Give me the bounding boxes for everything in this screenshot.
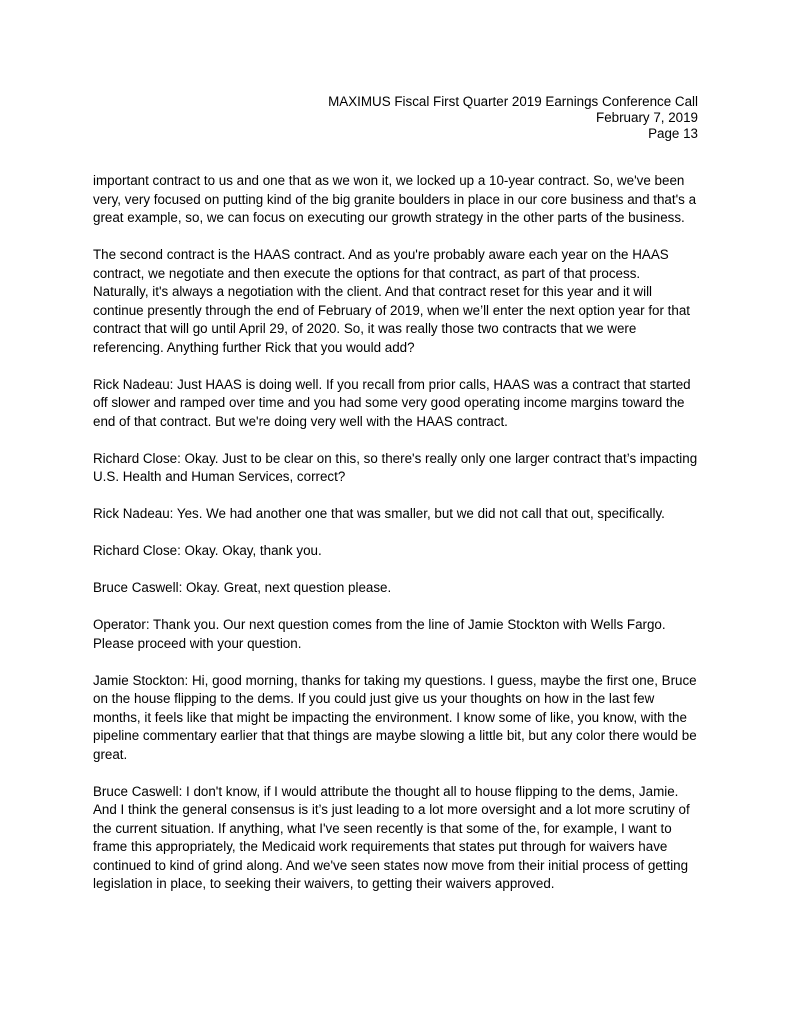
page-header [328,94,698,142]
paragraph: Bruce Caswell: I don't know, if I would attribute the thought all to house flipping to the dems, Jamie. And I think the general consensus is it’s just leading to a lot more oversight and a lot more scrutiny of the current situation. If anything, what I've seen recently is that some of the, for example, I want to frame this appropriately, the Medicaid work requirements that states put through for waivers have continued to kind of grind along. And we've seen states now move from their initial process of getting legislation in place, to seeking their waivers, to getting their waivers approved. [93,783,690,891]
paragraph: Operator: Thank you. Our next question comes from the line of Jamie Stockton with Wells Fargo. Please proceed with your question. [93,617,666,651]
paragraph: Bruce Caswell: Okay. Great, next question please. [93,580,392,595]
document-title: MAXIMUS Fiscal First Quarter 2019 Earnings Conference Call [328,94,698,109]
paragraph: The second contract is the HAAS contract. And as you're probably aware each year on the HAAS contract, we negotiate and then execute the options for that contract, as part of that process. Naturally, it's always a negotiation with the client. And that contract reset for this year and it will continue presently through the end of February of 2019, when we’ll enter the next option year for that contract that will go until April 29, of 2020. So, it was really those two contracts that we were referencing. Anything further Rick that you would add? [93,247,691,355]
paragraph: Richard Close: Okay. Just to be clear on this, so there's really only one larger contract that’s impacting U.S. Health and Human Services, correct? [93,450,698,484]
page-number: Page 13 [648,126,698,141]
transcript-body [93,172,699,912]
paragraph: Rick Nadeau: Yes. We had another one that was smaller, but we did not call that out, specifically. [93,506,665,521]
paragraph: Jamie Stockton: Hi, good morning, thanks for taking my questions. I guess, maybe the first one, Bruce on the house flipping to the dems. If you could just give us your thoughts on how in the last few months, it feels like that might be impacting the environment. I know some of like, you know, with the pipeline commentary earlier that that things are maybe slowing a little bit, but any color there would be great. [93,672,697,762]
document-date: February 7, 2019 [596,110,698,125]
paragraph: Richard Close: Okay. Okay, thank you. [93,543,322,558]
paragraph: Rick Nadeau: Just HAAS is doing well. If you recall from prior calls, HAAS was a contract that started off slower and ramped over time and you had some very good operating income margins toward the end of that contract. But we're doing very well with the HAAS contract. [93,376,691,429]
paragraph: important contract to us and one that as we won it, we locked up a 10-year contract. So, we've been very, very focused on putting kind of the big granite boulders in place in our core business and that's a great example, so, we can focus on executing our growth strategy in the other parts of the business. [93,173,697,225]
